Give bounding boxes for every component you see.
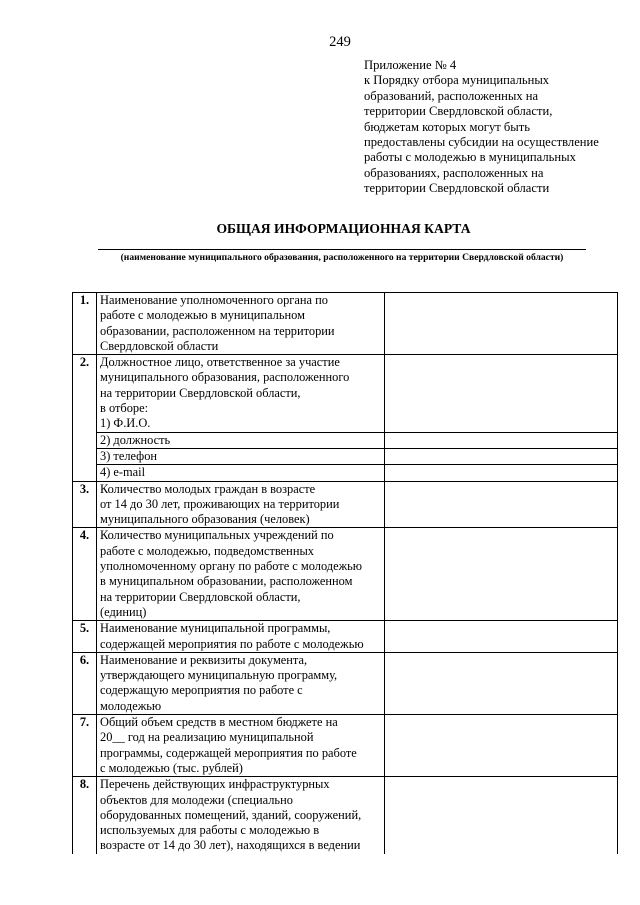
row-description: 2) должность	[97, 432, 385, 448]
municipality-name-line	[98, 249, 586, 250]
row-number: 5.	[73, 621, 97, 653]
value-cell[interactable]	[385, 528, 618, 621]
description-line: Наименование уполномоченного органа по	[100, 293, 328, 307]
value-cell[interactable]	[385, 293, 618, 355]
description-line: муниципального образования (человек)	[100, 512, 310, 527]
table-row	[73, 621, 618, 653]
description-line: муниципального образования, расположенного	[100, 370, 350, 385]
row-description	[97, 652, 385, 714]
municipality-name-caption: (наименование муниципального образования, расположенного на территории Свердловской области)	[120, 252, 564, 263]
row-description	[97, 777, 385, 854]
row-description	[97, 355, 385, 432]
description-line: 1) Ф.И.О.	[100, 416, 151, 431]
page-number: 249	[329, 34, 351, 50]
table-row	[73, 465, 618, 481]
row-description	[97, 715, 385, 777]
row-number: 6.	[73, 652, 97, 714]
description-line: содержащей мероприятия по работе с молодежью	[100, 636, 364, 651]
table-row	[73, 652, 618, 714]
description-line: от 14 до 30 лет, проживающих на территории	[100, 496, 340, 511]
description-line: программы, содержащей мероприятия по работе	[100, 745, 357, 760]
value-cell[interactable]	[385, 481, 618, 528]
description-line: уполномоченному органу по работе с молодежью	[100, 559, 363, 574]
row-description	[97, 621, 385, 653]
table-row	[73, 432, 618, 448]
appendix-header	[364, 58, 634, 197]
value-cell[interactable]	[385, 448, 618, 464]
value-cell[interactable]	[385, 715, 618, 777]
description-line: содержащую мероприятия по работе с	[100, 683, 303, 698]
description-line: в муниципальном образовании, расположенном	[100, 574, 353, 589]
description-line: Наименование и реквизиты документа,	[100, 652, 308, 667]
row-number: 3.	[73, 481, 97, 528]
appendix-line: Приложение № 4	[364, 58, 457, 72]
description-line: на территории Свердловской области,	[100, 385, 301, 400]
row-number: 7.	[73, 715, 97, 777]
description-line: в отборе:	[100, 401, 149, 416]
table-row	[73, 448, 618, 464]
table-row	[73, 777, 618, 854]
description-line: Общий объем средств в местном бюджете на	[100, 715, 338, 730]
description-line: Количество муниципальных учреждений по	[100, 528, 334, 543]
appendix-line: территории Свердловской области	[364, 181, 550, 196]
description-line: утверждающего муниципальную программу,	[100, 668, 338, 683]
description-line: работе с молодежью в муниципальном	[100, 308, 305, 323]
description-line: Должностное лицо, ответственное за участие	[100, 355, 340, 370]
appendix-line: к Порядку отбора муниципальных	[364, 73, 550, 88]
description-line: Наименование муниципальной программы,	[100, 621, 331, 636]
description-line: (единиц)	[100, 604, 147, 619]
description-line: используемых для работы с молодежью в	[100, 823, 320, 838]
table-row	[73, 293, 618, 355]
description-line: 20__ год на реализацию муниципальной	[100, 730, 314, 745]
table-row	[73, 715, 618, 777]
description-line: оборудованных помещений, зданий, сооружений,	[100, 807, 362, 822]
description-line: с молодежью (тыс. рублей)	[100, 760, 243, 775]
description-line: образовании, расположенном на территории	[100, 323, 335, 338]
row-description	[97, 293, 385, 355]
row-description: 3) телефон	[97, 448, 385, 464]
value-cell[interactable]	[385, 777, 618, 854]
row-number: 8.	[73, 777, 97, 854]
value-cell[interactable]	[385, 432, 618, 448]
description-line: Перечень действующих инфраструктурных	[100, 777, 330, 792]
appendix-line: работы с молодежью в муниципальных	[364, 150, 576, 165]
description-line: на территории Свердловской области,	[100, 589, 301, 604]
row-number: 4.	[73, 528, 97, 621]
value-cell[interactable]	[385, 652, 618, 714]
row-description: 4) e-mail	[97, 465, 385, 481]
value-cell[interactable]	[385, 355, 618, 432]
description-line: работе с молодежью, подведомственных	[100, 543, 314, 558]
row-description	[97, 528, 385, 621]
appendix-line: территории Свердловской области,	[364, 104, 553, 119]
table-row	[73, 355, 618, 432]
table-row	[73, 528, 618, 621]
value-cell[interactable]	[385, 621, 618, 653]
info-card-table	[72, 292, 618, 854]
document-title: ОБЩАЯ ИНФОРМАЦИОННАЯ КАРТА	[216, 221, 471, 236]
value-cell[interactable]	[385, 465, 618, 481]
row-description	[97, 481, 385, 528]
description-line: Свердловской области	[100, 338, 219, 353]
row-number: 1.	[73, 293, 97, 355]
description-line: Количество молодых граждан в возрасте	[100, 481, 316, 496]
description-line: возрасте от 14 до 30 лет), находящихся в ведении	[100, 838, 361, 853]
appendix-line: образований, расположенных на	[364, 88, 539, 103]
row-number: 2.	[73, 355, 97, 481]
table-row	[73, 481, 618, 528]
description-line: объектов для молодежи (специально	[100, 792, 293, 807]
appendix-line: бюджетам которых могут быть	[364, 119, 531, 134]
appendix-line: образованиях, расположенных на	[364, 165, 544, 180]
description-line: молодежью	[100, 698, 162, 713]
appendix-line: предоставлены субсидии на осуществление	[364, 135, 599, 150]
